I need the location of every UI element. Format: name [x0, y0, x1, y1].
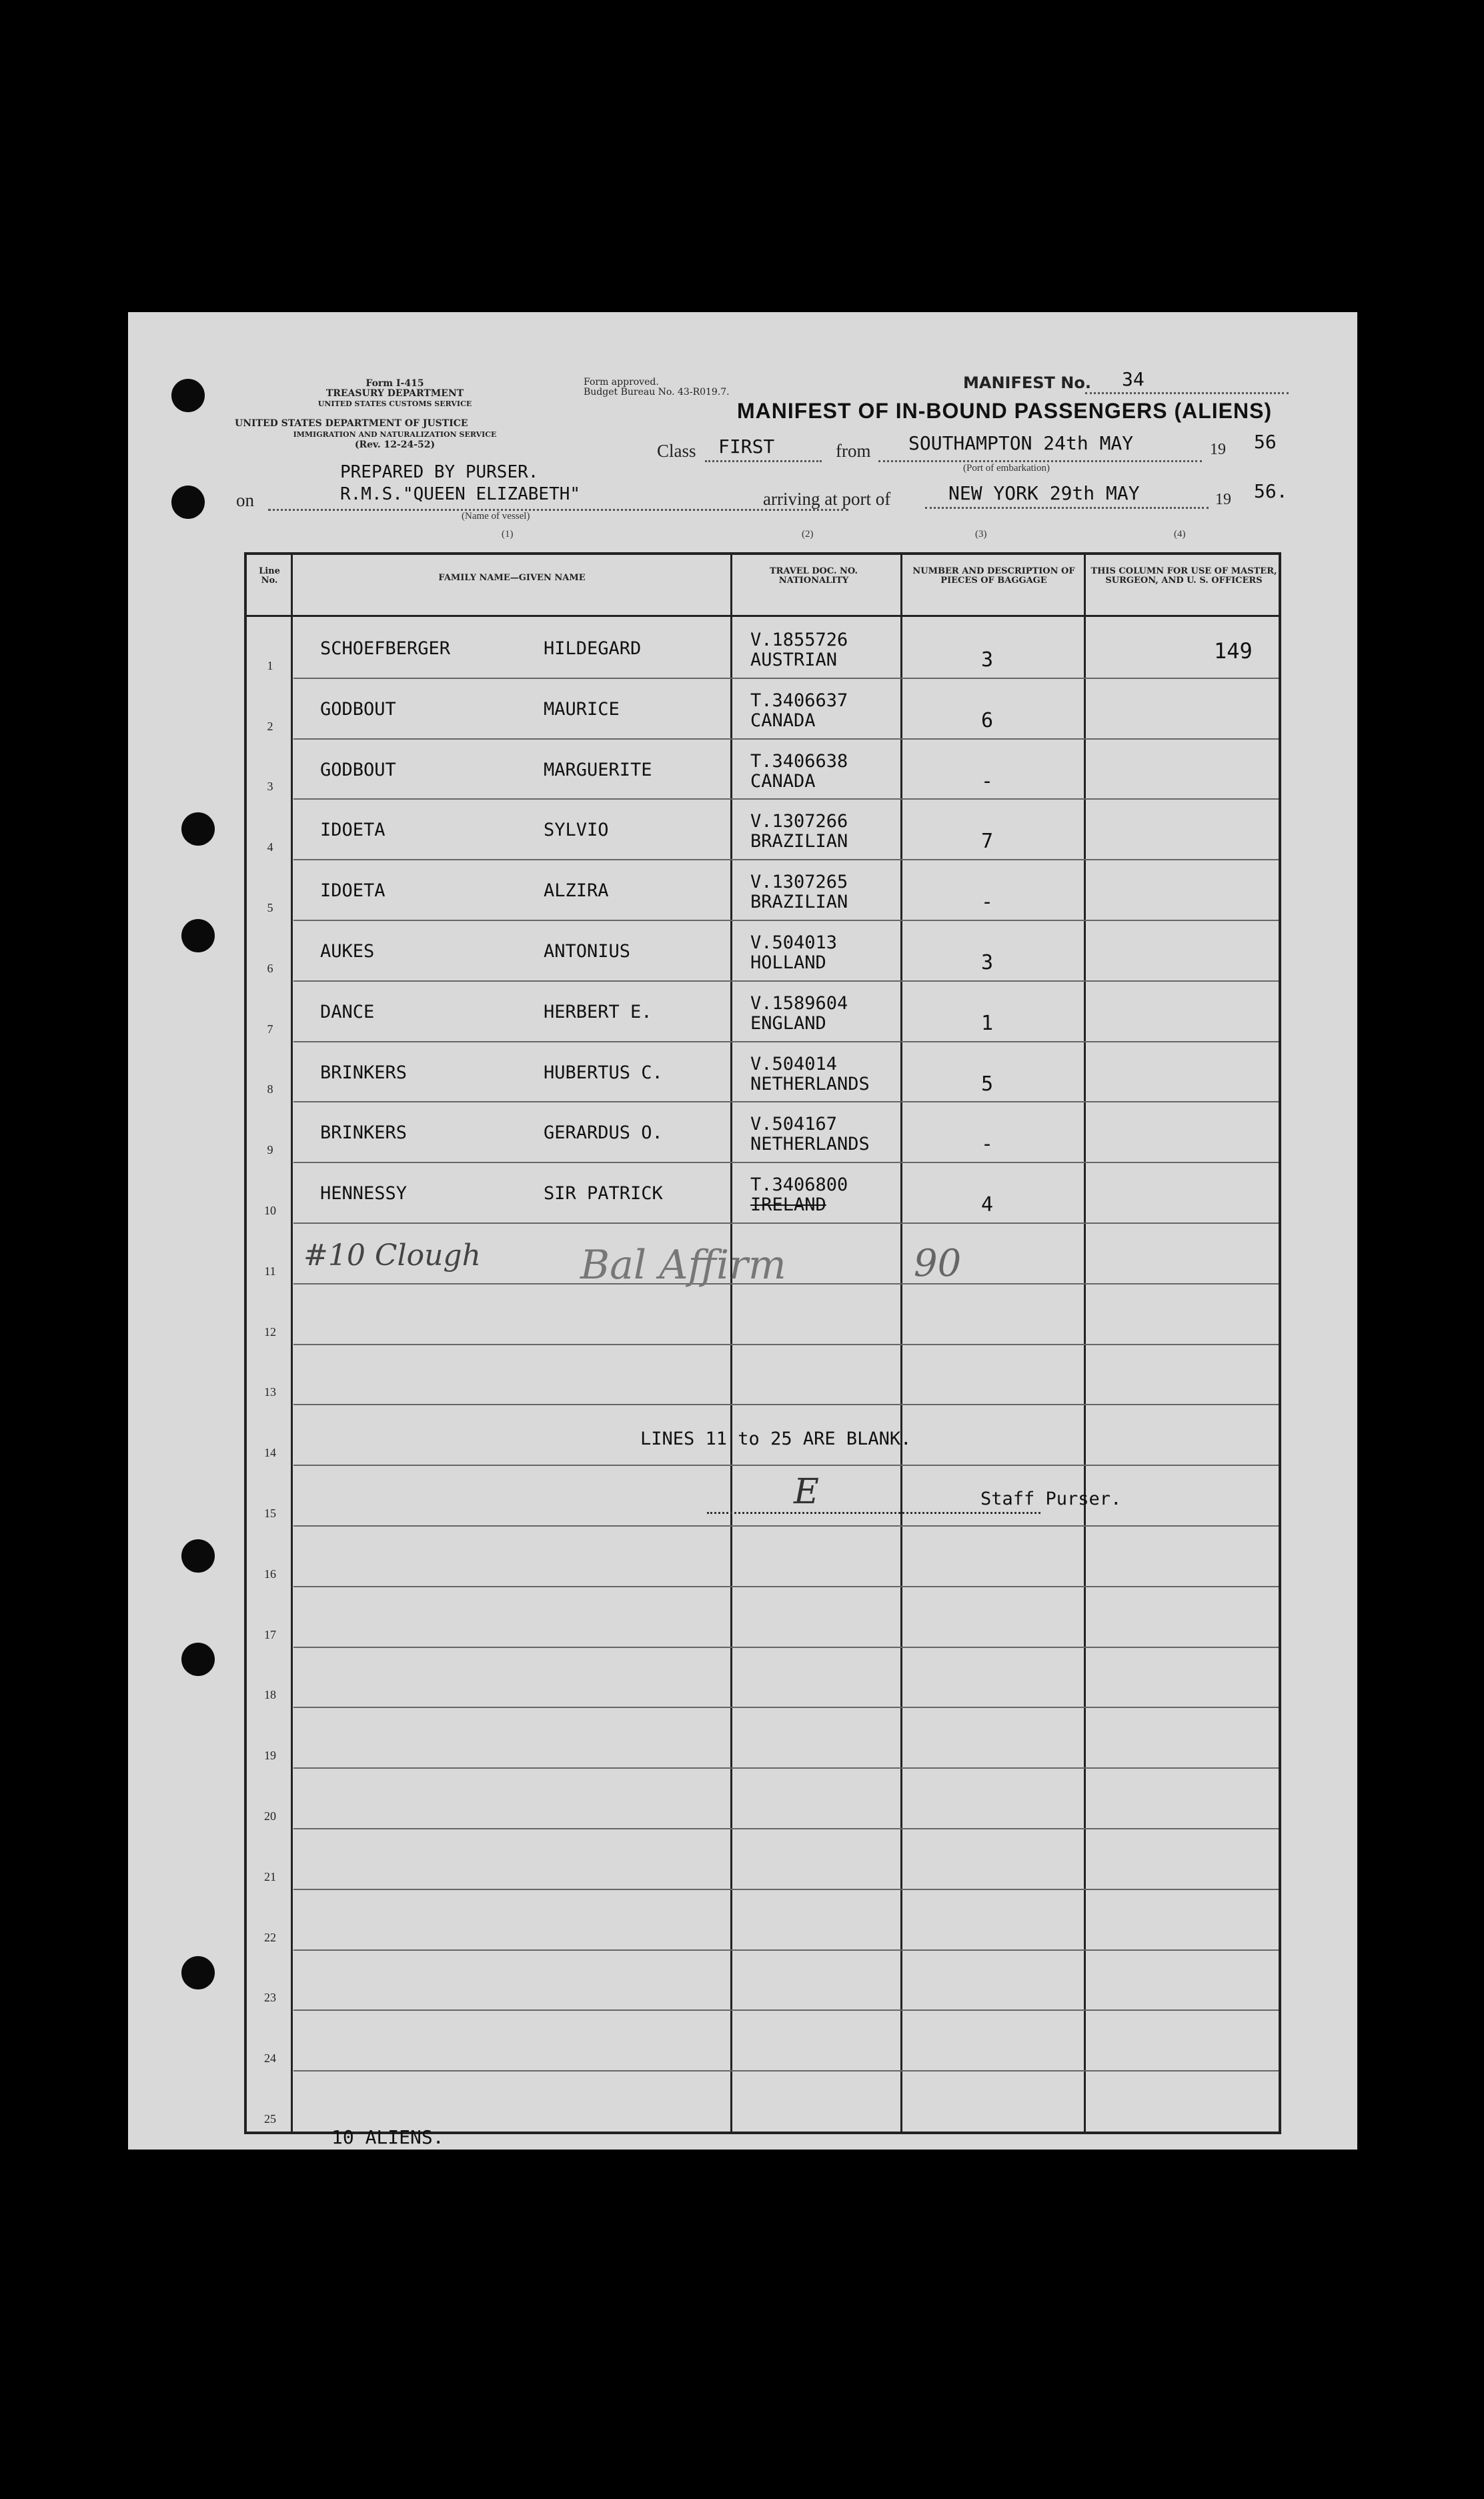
row-rule	[293, 2070, 1279, 2071]
family-name: GODBOUT	[320, 698, 396, 720]
line-number: 16	[264, 1567, 276, 1581]
binder-hole	[181, 812, 215, 846]
year-prefix: 19	[1210, 441, 1226, 458]
line-number: 22	[264, 1930, 276, 1944]
row-rule	[293, 1586, 1279, 1587]
nationality: CANADA	[750, 770, 816, 792]
travel-doc: V.504013	[750, 932, 838, 953]
form-justice: UNITED STATES DEPARTMENT OF JUSTICE	[235, 418, 468, 429]
family-name: BRINKERS	[320, 1122, 408, 1144]
baggage-count: 6	[980, 708, 994, 732]
nationality: NETHERLANDS	[750, 1073, 870, 1094]
header-rule	[247, 615, 1279, 617]
line-number: 1	[267, 658, 273, 672]
travel-doc: V.504014	[750, 1053, 838, 1074]
form-department: TREASURY DEPARTMENT	[325, 388, 464, 399]
line-number: 6	[267, 961, 273, 975]
travel-doc: T.3406800	[750, 1174, 848, 1196]
line-number: 19	[264, 1749, 276, 1763]
binder-hole	[181, 1539, 215, 1573]
line-number: 17	[264, 1627, 276, 1641]
vessel-name: R.M.S."QUEEN ELIZABETH"	[340, 484, 581, 504]
line-number: 5	[267, 901, 273, 914]
row-rule	[293, 1949, 1279, 1951]
line-number: 10	[264, 1204, 276, 1217]
form-service: UNITED STATES CUSTOMS SERVICE	[317, 399, 472, 408]
line-number: 24	[264, 2051, 276, 2065]
line-number: 12	[264, 1325, 276, 1339]
nationality: BRAZILIAN	[750, 892, 848, 913]
baggage-count: 3	[980, 951, 994, 974]
line-number: 8	[267, 1082, 273, 1096]
vessel-caption: (Name of vessel)	[462, 511, 530, 522]
handwritten-line11-left: #10 Clough	[303, 1238, 481, 1273]
line-number: 15	[264, 1507, 276, 1520]
line-number: 4	[267, 840, 273, 854]
line-number: 11	[264, 1264, 276, 1278]
prepared-by: PREPARED BY PURSER.	[340, 462, 539, 482]
given-name: MAURICE	[544, 698, 620, 720]
from-label: from	[836, 441, 871, 461]
row-rule	[293, 678, 1279, 679]
purser-signature-scrawl: E	[794, 1472, 819, 1512]
nationality: BRAZILIAN	[750, 831, 848, 852]
line-number: 25	[264, 2112, 276, 2126]
class-value: FIRST	[718, 436, 775, 458]
manifest-number-line	[1085, 392, 1289, 394]
row-rule	[293, 798, 1279, 800]
staff-purser-label: Staff Purser.	[980, 1489, 1122, 1509]
manifest-number-label: MANIFEST No.	[963, 373, 1091, 392]
row-rule	[293, 1889, 1279, 1890]
col-header-name: FAMILY NAME—GIVEN NAME	[438, 573, 586, 583]
from-line	[878, 460, 1202, 462]
line-number: 3	[267, 780, 273, 794]
arriving-value: NEW YORK 29th MAY	[948, 482, 1140, 504]
row-rule	[293, 1344, 1279, 1345]
nationality: HOLLAND	[750, 952, 826, 973]
col-number-4: (4)	[1174, 529, 1186, 540]
line-number: 9	[267, 1143, 273, 1157]
row-rule	[293, 1041, 1279, 1042]
blank-lines-note: LINES 11 to 25 ARE BLANK.	[640, 1429, 912, 1449]
col-number-3: (3)	[975, 529, 987, 540]
on-label: on	[236, 490, 254, 510]
row-rule	[293, 1767, 1279, 1769]
manifest-number: 34	[1122, 368, 1145, 390]
row-rule	[293, 1101, 1279, 1102]
col-number-1: (1)	[502, 529, 514, 540]
line-number: 20	[264, 1809, 276, 1823]
nationality: IRELAND	[750, 1194, 826, 1216]
year-arrive: 56.	[1254, 480, 1288, 502]
line-number: 13	[264, 1385, 276, 1399]
given-name: GERARDUS O.	[544, 1122, 663, 1144]
row-rule	[293, 980, 1279, 982]
class-label: Class	[657, 441, 696, 461]
row-rule	[293, 920, 1279, 921]
given-name: HILDEGARD	[544, 638, 642, 659]
class-line	[705, 460, 822, 462]
family-name: GODBOUT	[320, 759, 396, 780]
row-rule	[293, 1222, 1279, 1224]
family-name: IDOETA	[320, 880, 386, 902]
given-name: HUBERTUS C.	[544, 1062, 663, 1083]
handwritten-line11-right: 90	[914, 1242, 962, 1285]
binder-hole	[181, 1956, 215, 1989]
travel-doc: V.504167	[750, 1114, 838, 1135]
form-number: Form I-415	[365, 378, 424, 389]
baggage-count: 1	[980, 1011, 994, 1035]
baggage-count: 4	[980, 1193, 994, 1217]
vessel-line	[268, 509, 848, 511]
baggage-count: 5	[980, 1072, 994, 1096]
row-rule	[293, 1162, 1279, 1163]
col-number-2: (2)	[802, 529, 814, 540]
officer-note: 149	[1214, 638, 1253, 664]
travel-doc: V.1307266	[750, 811, 848, 832]
footer-total: 10 ALIENS.	[331, 2126, 444, 2148]
arriving-label: arriving at port of	[763, 489, 891, 509]
line-number: 23	[264, 1991, 276, 2005]
form-ins: IMMIGRATION AND NATURALIZATION SERVICE	[293, 430, 497, 439]
from-value: SOUTHAMPTON 24th MAY	[908, 432, 1134, 454]
given-name: SYLVIO	[544, 820, 609, 841]
given-name: MARGUERITE	[544, 759, 652, 780]
row-rule	[293, 1828, 1279, 1829]
given-name: SIR PATRICK	[544, 1183, 663, 1204]
baggage-count: 7	[980, 830, 994, 854]
row-rule	[293, 2009, 1279, 2011]
line-number: 7	[267, 1022, 273, 1036]
travel-doc: V.1855726	[750, 630, 848, 650]
line-number: 21	[264, 1869, 276, 1883]
travel-doc: T.3406637	[750, 690, 848, 711]
binder-hole	[181, 1643, 215, 1676]
row-rule	[293, 859, 1279, 860]
given-name: ANTONIUS	[544, 941, 631, 962]
row-rule	[293, 1707, 1279, 1708]
row-rule	[293, 738, 1279, 740]
year-embark: 56	[1254, 431, 1277, 453]
baggage-count: -	[980, 769, 994, 793]
row-rule	[293, 1647, 1279, 1648]
travel-doc: T.3406638	[750, 750, 848, 772]
manifest-sheet	[128, 312, 1357, 2150]
handwritten-line11-mid: Bal Affirm	[580, 1242, 786, 1289]
passenger-table	[244, 552, 1281, 2134]
baggage-count: -	[980, 890, 994, 914]
travel-doc: V.1307265	[750, 872, 848, 893]
binder-hole	[171, 379, 205, 412]
line-number: 14	[264, 1446, 276, 1460]
given-name: HERBERT E.	[544, 1001, 652, 1022]
binder-hole	[171, 486, 205, 519]
family-name: AUKES	[320, 941, 375, 962]
family-name: HENNESSY	[320, 1183, 408, 1204]
form-approved: Form approved.	[584, 377, 659, 387]
baggage-count: 3	[980, 648, 994, 672]
row-rule	[293, 1525, 1279, 1527]
budget-bureau: Budget Bureau No. 43-R019.7.	[584, 387, 730, 397]
nationality: AUSTRIAN	[750, 650, 838, 670]
baggage-count: -	[980, 1132, 994, 1156]
family-name: DANCE	[320, 1001, 375, 1022]
col-header-line-no: Line No.	[259, 566, 280, 586]
row-rule	[293, 1404, 1279, 1405]
family-name: SCHOEFBERGER	[320, 638, 451, 659]
given-name: ALZIRA	[544, 880, 609, 902]
col-header-travel: TRAVEL DOC. NO. NATIONALITY	[769, 566, 858, 586]
nationality: CANADA	[750, 710, 816, 731]
family-name: BRINKERS	[320, 1062, 408, 1083]
arriving-line	[925, 507, 1209, 509]
travel-doc: V.1589604	[750, 992, 848, 1014]
family-name: IDOETA	[320, 820, 386, 841]
manifest-title: MANIFEST OF IN-BOUND PASSENGERS (ALIENS)	[737, 399, 1273, 423]
col-header-officers: THIS COLUMN FOR USE OF MASTER, SURGEON, AND U. S. OFFICERS	[1090, 566, 1277, 586]
nationality: NETHERLANDS	[750, 1134, 870, 1155]
line-number: 18	[264, 1688, 276, 1702]
row-rule	[293, 1465, 1279, 1466]
nationality: ENGLAND	[750, 1012, 826, 1034]
line-number: 2	[267, 719, 273, 733]
port-caption: (Port of embarkation)	[963, 463, 1050, 474]
form-revision: (Rev. 12-24-52)	[354, 440, 436, 450]
year-prefix-2: 19	[1215, 491, 1231, 508]
col-header-baggage: NUMBER AND DESCRIPTION OF PIECES OF BAGGAGE	[912, 566, 1075, 586]
binder-hole	[181, 919, 215, 952]
